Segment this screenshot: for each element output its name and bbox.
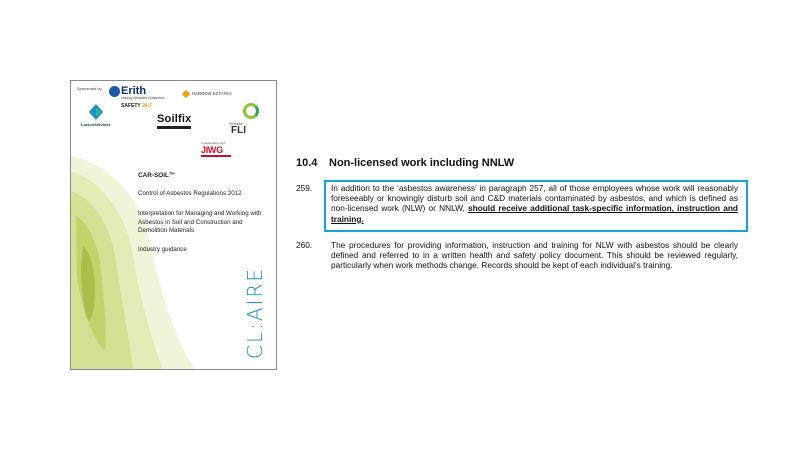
cover-subtitle: Control of Asbestos Regulations 2012 <box>138 190 242 197</box>
erith-subtitle: Leading Specialist Contractors <box>121 96 165 100</box>
soilfix-name: Soilfix <box>157 113 192 125</box>
sponsored-by-label: Sponsored by <box>77 86 102 91</box>
claire-wordmark: CL:AIRE <box>243 267 267 359</box>
erith-globe-icon <box>109 86 120 97</box>
paragraph-number: 260. <box>296 240 313 250</box>
highlight-box <box>324 180 748 232</box>
section-number: 10.4 <box>296 157 318 169</box>
paragraph-number: 259. <box>296 183 313 193</box>
harrow-diamond-icon <box>182 90 190 98</box>
lucion-logo <box>81 104 111 134</box>
vertase-name: Vertase <box>229 121 243 126</box>
fli-name: FLI <box>231 125 246 136</box>
jiwg-name: JIWG <box>201 145 223 155</box>
erith-name: Erith <box>121 85 147 97</box>
vertase-ring-icon <box>243 103 259 119</box>
claire-logo <box>243 261 271 361</box>
section-heading <box>296 157 514 169</box>
soilfix-bar <box>157 126 191 129</box>
cover-interpretation: Interpretation for Managing and Working with Asbestos in Soil and Construction and Demolition Materials <box>138 210 262 234</box>
jiwg-bar <box>201 155 231 157</box>
book-cover <box>70 80 277 370</box>
harrow-estates-logo <box>183 91 253 99</box>
erith-safety-word: SAFETY <box>121 103 141 109</box>
association-label: In association with <box>201 141 226 145</box>
section-title: Non-licensed work including NNLW <box>329 157 515 169</box>
lucion-mark-icon <box>89 104 103 120</box>
harrow-name: HARROW ESTATES <box>192 91 232 97</box>
jiwg-logo <box>201 141 241 161</box>
cover-guidance: Industry guidance <box>138 246 187 253</box>
erith-logo <box>109 85 167 111</box>
cover-title: CAR-SOIL™ <box>138 172 176 179</box>
soilfix-logo <box>157 113 197 129</box>
paragraph-emphasis: should receive additional task-specific information, instruction and training. <box>331 203 738 224</box>
vertase-fli-logo <box>227 103 273 137</box>
paragraph-text: The procedures for providing information, instruction and training for NLW with asbestos should be clearly defined and referred to in a written health and safety policy document. This should be reviewed regularly, particularly when work methods change. Records should be kept of each individual’s training. <box>331 240 738 271</box>
erith-safety-num: 24.7 <box>142 103 152 109</box>
erith-safety <box>121 103 152 109</box>
paragraph-body: In addition to the ‘asbestos awareness’ in paragraph 257, all of those employees whose work will reasonably foreseeably or knowingly disturb soil and C&D materials contaminated by asbestos, and which is defined as non-licensed work (NLW) or NNLW, <box>331 183 738 214</box>
lucion-name: LucionServices <box>81 122 111 127</box>
